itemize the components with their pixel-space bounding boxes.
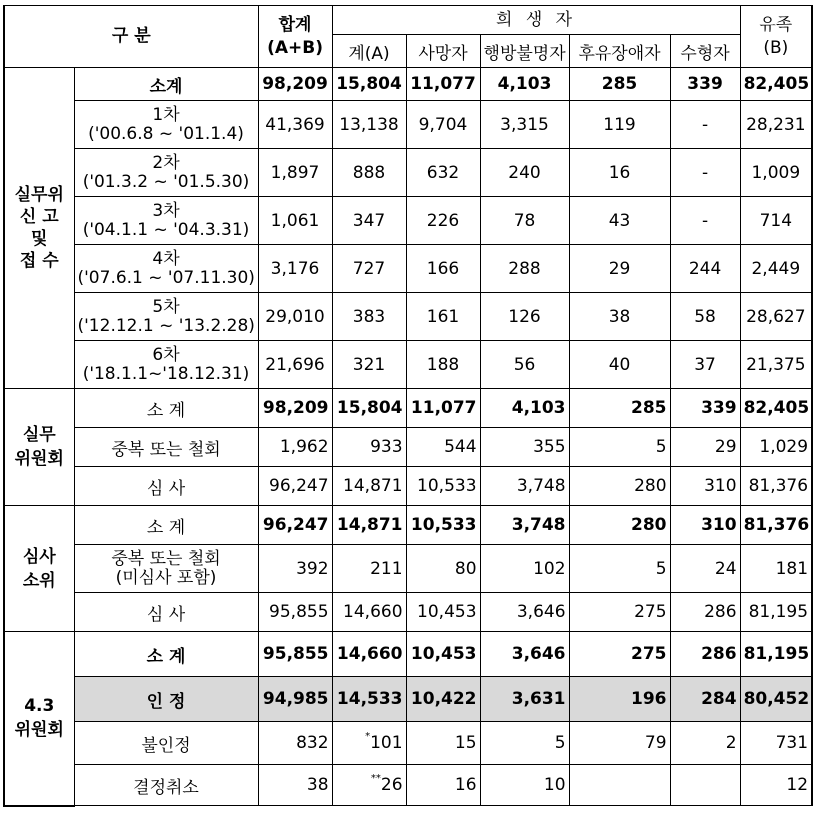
cell-prisoner: - bbox=[670, 197, 740, 245]
table-row bbox=[4, 765, 812, 806]
table-row bbox=[4, 68, 812, 101]
cell-injured: 5 bbox=[569, 428, 670, 467]
round-label: 2차 bbox=[152, 152, 180, 173]
row-label: 불인정 bbox=[74, 722, 258, 765]
row-label: 심 사 bbox=[74, 467, 258, 506]
group-label-line: 접 수 bbox=[19, 251, 59, 271]
round-period: ('12.12.1 ~ '13.2.28) bbox=[77, 315, 255, 336]
cell-sum-a: 14,660 bbox=[332, 593, 406, 632]
cell-total: 38 bbox=[258, 765, 332, 806]
row-label: 소 계 bbox=[74, 389, 258, 428]
cell-bereaved: 12 bbox=[740, 765, 812, 806]
cell-dead: 161 bbox=[406, 293, 480, 341]
row-label: 결정취소 bbox=[74, 765, 258, 806]
cell-injured: 280 bbox=[569, 506, 670, 545]
cell-sum-a bbox=[332, 765, 406, 806]
row-label bbox=[74, 245, 258, 293]
round-label: 4차 bbox=[152, 248, 180, 269]
group-label-line: 위원회 bbox=[14, 449, 64, 469]
cell-sum-a: 933 bbox=[332, 428, 406, 467]
cell-missing: 3,631 bbox=[480, 677, 569, 722]
cell-bereaved: 2,449 bbox=[740, 245, 812, 293]
cell-injured: 119 bbox=[569, 101, 670, 149]
header-bereaved bbox=[740, 6, 812, 68]
round-period: ('18.1.1~'18.12.31) bbox=[82, 363, 250, 384]
cell-sum-a: 15,804 bbox=[332, 68, 406, 101]
row-label: 소계 bbox=[74, 68, 258, 101]
table-row bbox=[4, 197, 812, 245]
cell-total: 392 bbox=[258, 545, 332, 593]
cell-total: 1,897 bbox=[258, 149, 332, 197]
cell-bereaved: 81,376 bbox=[740, 506, 812, 545]
cell-prisoner: 58 bbox=[670, 293, 740, 341]
cell-sum-a bbox=[332, 722, 406, 765]
group-label-line: 위원회 bbox=[14, 720, 64, 741]
cell-injured: 43 bbox=[569, 197, 670, 245]
cell-injured bbox=[569, 765, 670, 806]
cell-sum-a: 321 bbox=[332, 341, 406, 389]
cell-dead: 15 bbox=[406, 722, 480, 765]
cell-prisoner: 310 bbox=[670, 506, 740, 545]
cell-sum-a: 15,804 bbox=[332, 389, 406, 428]
cell-injured: 16 bbox=[569, 149, 670, 197]
cell-bereaved: 82,405 bbox=[740, 389, 812, 428]
group-label-line: 4.3 bbox=[24, 696, 55, 717]
cell-missing: 4,103 bbox=[480, 389, 569, 428]
cell-prisoner bbox=[670, 765, 740, 806]
round-period: ('01.3.2 ~ '01.5.30) bbox=[82, 171, 250, 192]
cell-injured: 285 bbox=[569, 389, 670, 428]
cell-prisoner: - bbox=[670, 149, 740, 197]
cell-injured: 275 bbox=[569, 632, 670, 677]
table-row bbox=[4, 245, 812, 293]
cell-dead: 166 bbox=[406, 245, 480, 293]
round-period: ('04.1.1 ~ '04.3.31) bbox=[82, 219, 250, 240]
cell-dead: 11,077 bbox=[406, 389, 480, 428]
cell-dead: 544 bbox=[406, 428, 480, 467]
row-label: 중복 또는 철회 bbox=[74, 428, 258, 467]
cell-sum-a: 888 bbox=[332, 149, 406, 197]
header-total-line2: (A+B) bbox=[267, 37, 323, 58]
footnote-mark: * bbox=[365, 731, 371, 742]
cell-missing: 3,748 bbox=[480, 467, 569, 506]
header-col-dead: 사망자 bbox=[406, 35, 480, 68]
cell-bereaved: 81,195 bbox=[740, 593, 812, 632]
cell-missing: 3,315 bbox=[480, 101, 569, 149]
cell-sum-a: 727 bbox=[332, 245, 406, 293]
cell-sum-a: 14,533 bbox=[332, 677, 406, 722]
cell-missing: 4,103 bbox=[480, 68, 569, 101]
cell-total: 1,962 bbox=[258, 428, 332, 467]
cell-missing: 78 bbox=[480, 197, 569, 245]
table-row bbox=[4, 101, 812, 149]
round-label: 1차 bbox=[152, 104, 180, 125]
cell-bereaved: 81,195 bbox=[740, 632, 812, 677]
round-label: 5차 bbox=[152, 296, 180, 317]
table-row-highlighted bbox=[4, 677, 812, 722]
group-label-line: 및 bbox=[31, 229, 48, 249]
cell-dead: 10,453 bbox=[406, 593, 480, 632]
group-label-line: 실무 bbox=[22, 425, 56, 445]
cell-total: 1,061 bbox=[258, 197, 332, 245]
table-row bbox=[4, 593, 812, 632]
cell-missing: 126 bbox=[480, 293, 569, 341]
header-col-sum-a: 계(A) bbox=[332, 35, 406, 68]
cell-dead: 10,533 bbox=[406, 467, 480, 506]
cell-prisoner: 286 bbox=[670, 632, 740, 677]
cell-sum-a: 347 bbox=[332, 197, 406, 245]
cell-prisoner: 339 bbox=[670, 389, 740, 428]
cell-sum-a: 14,660 bbox=[332, 632, 406, 677]
cell-total: 95,855 bbox=[258, 632, 332, 677]
cell-prisoner: 24 bbox=[670, 545, 740, 593]
group-label-working-committee bbox=[4, 389, 74, 506]
cell-injured: 196 bbox=[569, 677, 670, 722]
round-label: 3차 bbox=[152, 200, 180, 221]
header-victims: 희 생 자 bbox=[332, 6, 740, 35]
cell-dead: 10,422 bbox=[406, 677, 480, 722]
table-row bbox=[4, 506, 812, 545]
header-bereaved-line2: (B) bbox=[763, 37, 789, 58]
row-label: 소 계 bbox=[74, 632, 258, 677]
cell-prisoner: 339 bbox=[670, 68, 740, 101]
cell-sum-a: 14,871 bbox=[332, 467, 406, 506]
cell-injured: 40 bbox=[569, 341, 670, 389]
header-col-missing: 행방불명자 bbox=[480, 35, 569, 68]
cell-prisoner: 2 bbox=[670, 722, 740, 765]
row-label: 소 계 bbox=[74, 506, 258, 545]
cell-missing: 3,748 bbox=[480, 506, 569, 545]
cell-missing: 3,646 bbox=[480, 632, 569, 677]
cell-injured: 280 bbox=[569, 467, 670, 506]
header-bereaved-line1: 유족 bbox=[759, 14, 793, 35]
cell-injured: 79 bbox=[569, 722, 670, 765]
cell-missing: 355 bbox=[480, 428, 569, 467]
cell-bereaved: 1,009 bbox=[740, 149, 812, 197]
cell-total: 96,247 bbox=[258, 506, 332, 545]
cell-injured: 275 bbox=[569, 593, 670, 632]
cell-sum-a: 383 bbox=[332, 293, 406, 341]
row-label bbox=[74, 293, 258, 341]
row-label: 심 사 bbox=[74, 593, 258, 632]
cell-prisoner: 310 bbox=[670, 467, 740, 506]
cell-prisoner: 284 bbox=[670, 677, 740, 722]
group-label-line: 실무위 bbox=[14, 185, 64, 205]
cell-prisoner: - bbox=[670, 101, 740, 149]
cell-prisoner: 37 bbox=[670, 341, 740, 389]
row-label: 인 정 bbox=[74, 677, 258, 722]
round-label: 6차 bbox=[152, 344, 180, 365]
header-col-prisoner: 수형자 bbox=[670, 35, 740, 68]
cell-bereaved: 81,376 bbox=[740, 467, 812, 506]
cell-total: 41,369 bbox=[258, 101, 332, 149]
cell-dead: 16 bbox=[406, 765, 480, 806]
cell-dead: 226 bbox=[406, 197, 480, 245]
cell-prisoner: 244 bbox=[670, 245, 740, 293]
table-row bbox=[4, 428, 812, 467]
cell-missing: 288 bbox=[480, 245, 569, 293]
table-row bbox=[4, 545, 812, 593]
cell-value: 26 bbox=[380, 775, 403, 795]
statistics-table bbox=[3, 5, 813, 807]
cell-sum-a: 211 bbox=[332, 545, 406, 593]
cell-bereaved: 28,627 bbox=[740, 293, 812, 341]
row-label bbox=[74, 197, 258, 245]
cell-total: 96,247 bbox=[258, 467, 332, 506]
row-label bbox=[74, 545, 258, 593]
cell-bereaved: 714 bbox=[740, 197, 812, 245]
cell-bereaved: 28,231 bbox=[740, 101, 812, 149]
group-label-line: 심사 bbox=[22, 546, 56, 567]
cell-prisoner: 286 bbox=[670, 593, 740, 632]
cell-injured: 29 bbox=[569, 245, 670, 293]
table-row bbox=[4, 149, 812, 197]
cell-dead: 11,077 bbox=[406, 68, 480, 101]
row-label bbox=[74, 341, 258, 389]
cell-bereaved: 82,405 bbox=[740, 68, 812, 101]
group-label-line: 소위 bbox=[22, 570, 56, 591]
cell-bereaved: 181 bbox=[740, 545, 812, 593]
table-row bbox=[4, 722, 812, 765]
cell-injured: 285 bbox=[569, 68, 670, 101]
cell-bereaved: 731 bbox=[740, 722, 812, 765]
cell-total: 98,209 bbox=[258, 389, 332, 428]
round-period: ('00.6.8 ~ '01.1.4) bbox=[88, 123, 244, 144]
cell-prisoner: 29 bbox=[670, 428, 740, 467]
cell-value: 101 bbox=[370, 733, 403, 753]
footnote-mark: ** bbox=[370, 773, 381, 784]
table-row bbox=[4, 467, 812, 506]
cell-dead: 80 bbox=[406, 545, 480, 593]
cell-injured: 5 bbox=[569, 545, 670, 593]
row-label-note: (미심사 포함) bbox=[115, 567, 217, 588]
cell-missing: 102 bbox=[480, 545, 569, 593]
cell-total: 94,985 bbox=[258, 677, 332, 722]
header-col-injured: 후유장애자 bbox=[569, 35, 670, 68]
group-label-43-committee bbox=[4, 632, 74, 806]
cell-total: 95,855 bbox=[258, 593, 332, 632]
cell-dead: 10,533 bbox=[406, 506, 480, 545]
table-row bbox=[4, 632, 812, 677]
cell-dead: 188 bbox=[406, 341, 480, 389]
cell-bereaved: 21,375 bbox=[740, 341, 812, 389]
table-row bbox=[4, 341, 812, 389]
cell-missing: 56 bbox=[480, 341, 569, 389]
cell-missing: 10 bbox=[480, 765, 569, 806]
header-total bbox=[258, 6, 332, 68]
group-label-review-subcommittee bbox=[4, 506, 74, 632]
cell-total: 29,010 bbox=[258, 293, 332, 341]
cell-injured: 38 bbox=[569, 293, 670, 341]
header-total-line1: 합계 bbox=[278, 14, 312, 35]
cell-total: 98,209 bbox=[258, 68, 332, 101]
cell-sum-a: 14,871 bbox=[332, 506, 406, 545]
table-row bbox=[4, 293, 812, 341]
group-label-line: 신 고 bbox=[19, 207, 59, 227]
cell-missing: 3,646 bbox=[480, 593, 569, 632]
cell-sum-a: 13,138 bbox=[332, 101, 406, 149]
cell-total: 832 bbox=[258, 722, 332, 765]
row-label bbox=[74, 149, 258, 197]
cell-dead: 10,453 bbox=[406, 632, 480, 677]
round-period: ('07.6.1 ~ '07.11.30) bbox=[77, 267, 255, 288]
group-label-report bbox=[4, 68, 74, 389]
cell-total: 3,176 bbox=[258, 245, 332, 293]
cell-missing: 240 bbox=[480, 149, 569, 197]
row-label bbox=[74, 101, 258, 149]
cell-dead: 9,704 bbox=[406, 101, 480, 149]
cell-dead: 632 bbox=[406, 149, 480, 197]
table-row bbox=[4, 389, 812, 428]
cell-bereaved: 1,029 bbox=[740, 428, 812, 467]
cell-bereaved: 80,452 bbox=[740, 677, 812, 722]
cell-missing: 5 bbox=[480, 722, 569, 765]
row-label-line: 중복 또는 철회 bbox=[111, 548, 221, 569]
header-category: 구 분 bbox=[4, 6, 258, 68]
cell-total: 21,696 bbox=[258, 341, 332, 389]
